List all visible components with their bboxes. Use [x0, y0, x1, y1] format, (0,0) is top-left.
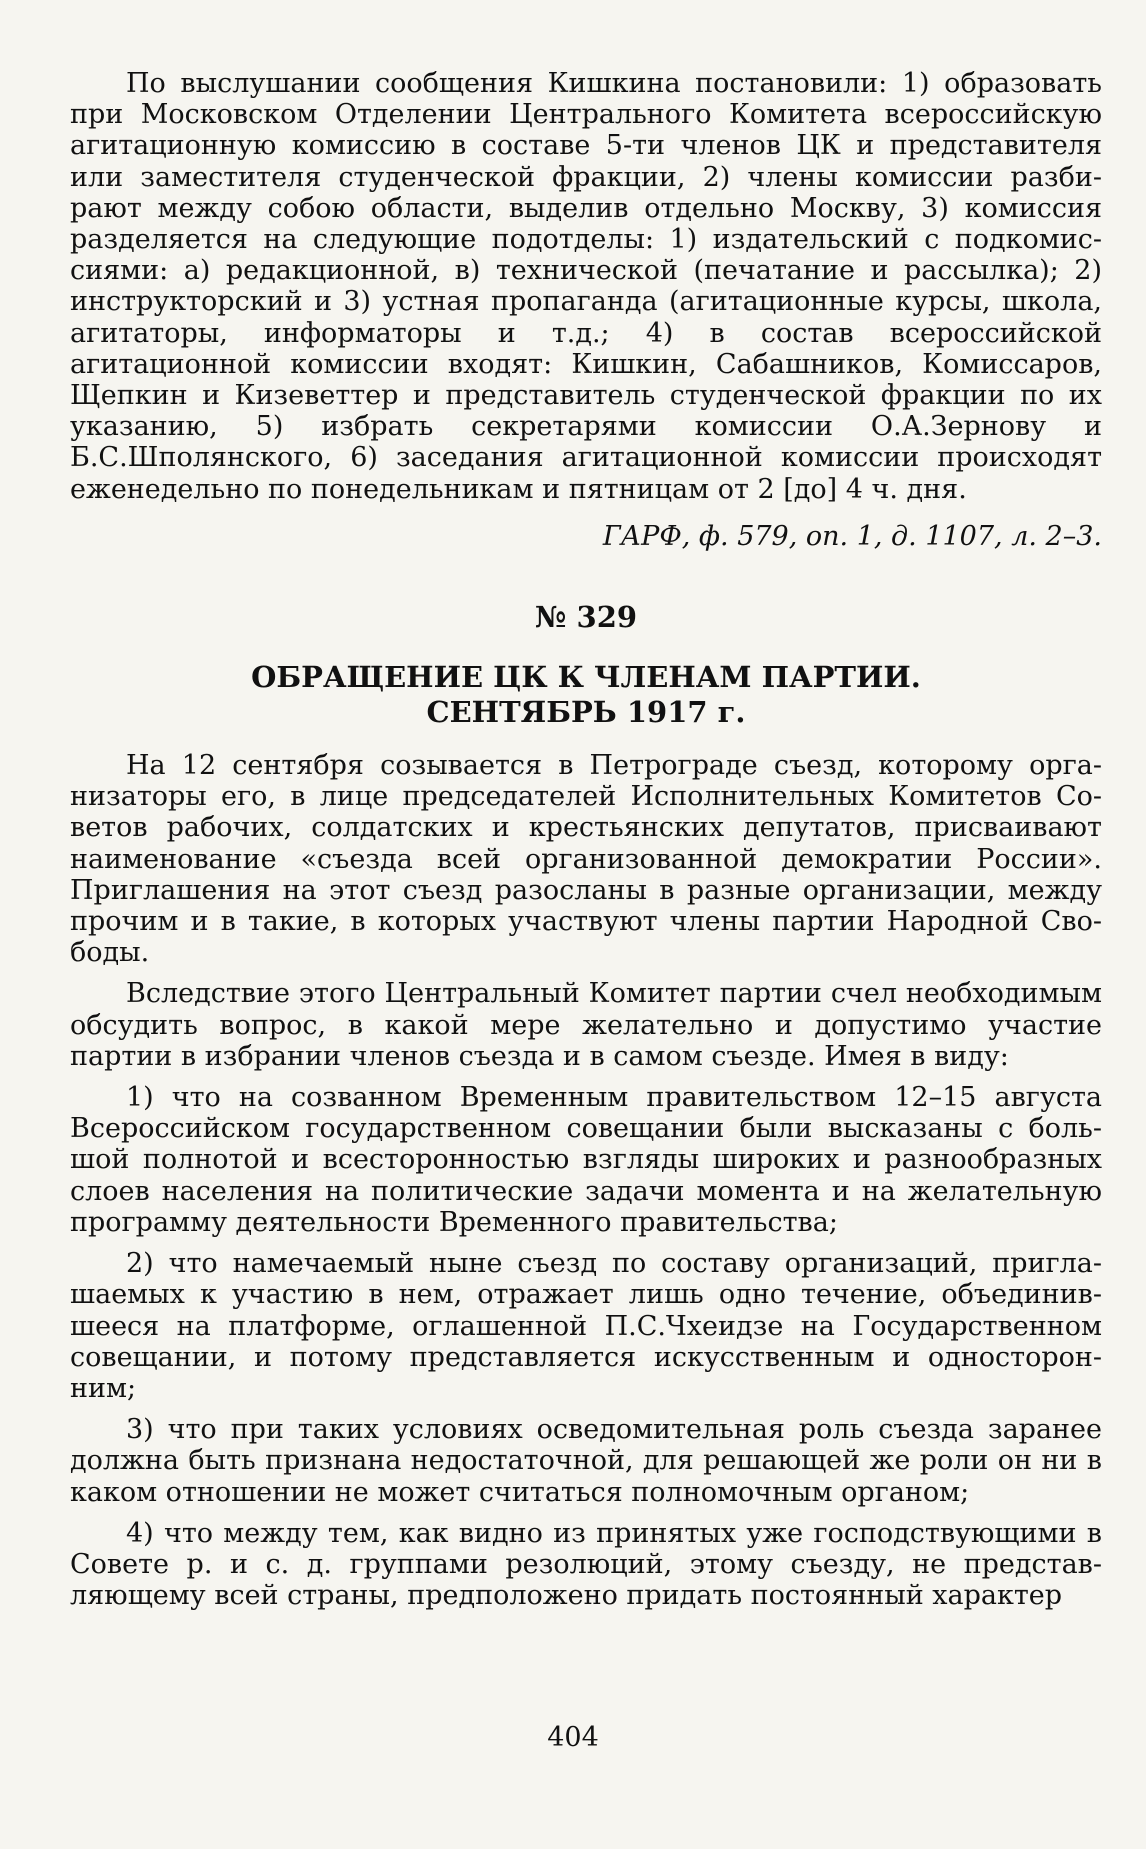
- body-paragraph-1: На 12 сентября созывается в Петрограде съезд, которому организаторы его, в лице председателей Исполнительных Комитетов Советов рабочих, солдатских и крестьянских депутатов, присваивают наименование «съезда всей организованной демократии России». Приглашения на этот съезд разосланы в разные организации, между прочим и в такие, в которых участвуют члены партии Народной Свободы.: [70, 750, 1102, 969]
- archive-source: ГАРФ, ф. 579, оп. 1, д. 1107, л. 2–3.: [602, 520, 1102, 552]
- body-paragraph-6: 4) что между тем, как видно из принятых уже господствующими в Совете р. и с. д. группами резолюций, этому съезду, не представляющему всей страны, предположено придать постоянный характер: [70, 1517, 1102, 1612]
- document-title-line-2: СЕНТЯБРЬ 1917 г.: [426, 695, 746, 730]
- document-title: [70, 660, 1102, 730]
- body-paragraph-3: 1) что на созванном Временным правительством 12–15 августа Всероссийском государственном совещании были высказаны с большой полнотой и всесторонностью взгляды широких и разнообразных слоев населения на политические задачи момента и на желательную программу деятельности Временного правительства;: [70, 1082, 1102, 1238]
- document-title-line-1: ОБРАЩЕНИЕ ЦК К ЧЛЕНАМ ПАРТИИ.: [251, 660, 921, 695]
- page-content: [70, 68, 1102, 1611]
- body-paragraph-5: 3) что при таких условиях осведомительная роль съезда заранее должна быть признана недостаточной, для решающей же роли он ни в каком отношении не может считаться полномочным органом;: [70, 1414, 1102, 1508]
- body-paragraph-2: Вследствие этого Центральный Комитет партии счел необходимым обсудить вопрос, в какой мере желательно и допустимо участие партии в избрании членов съезда и в самом съезде. Имея в виду:: [70, 978, 1102, 1072]
- body-paragraph-4: 2) что намечаемый ныне съезд по составу организаций, приглашаемых к участию в нем, отражает лишь одно течение, объединившееся на платформе, оглашенной П.С.Чхеидзе на Государственном совещании, и потому представляется искусственным и односторонним;: [70, 1248, 1102, 1404]
- intro-paragraph: По выслушании сообщения Кишкина постановили: 1) образовать при Московском Отделении Центрального Комитета всероссийскую агитационную комиссию в составе 5-ти членов ЦК и представителя или заместителя студенческой фракции, 2) члены комиссии разбирают между собою области, выделив отдельно Москву, 3) комиссия разделяется на следующие подотделы: 1) издательский с подкомиссиями: а) редакционной, в) технической (печатание и рассылка); 2) инструкторский и 3) устная пропаганда (агитационные курсы, школа, агитаторы, информаторы и т.д.; 4) в состав всероссийской агитационной комиссии входят: Кишкин, Сабашников, Комиссаров, Щепкин и Кизеветтер и представитель студенческой фракции по их указанию, 5) избрать секретарями комиссии О.А.Зернову и Б.С.Шполянского, 6) заседания агитационной комиссии происходят еженедельно по понедельникам и пятницам от 2 [до] 4 ч. дня.: [70, 68, 1102, 505]
- page-number: 404: [547, 1722, 599, 1753]
- document-number: № 329: [534, 600, 638, 635]
